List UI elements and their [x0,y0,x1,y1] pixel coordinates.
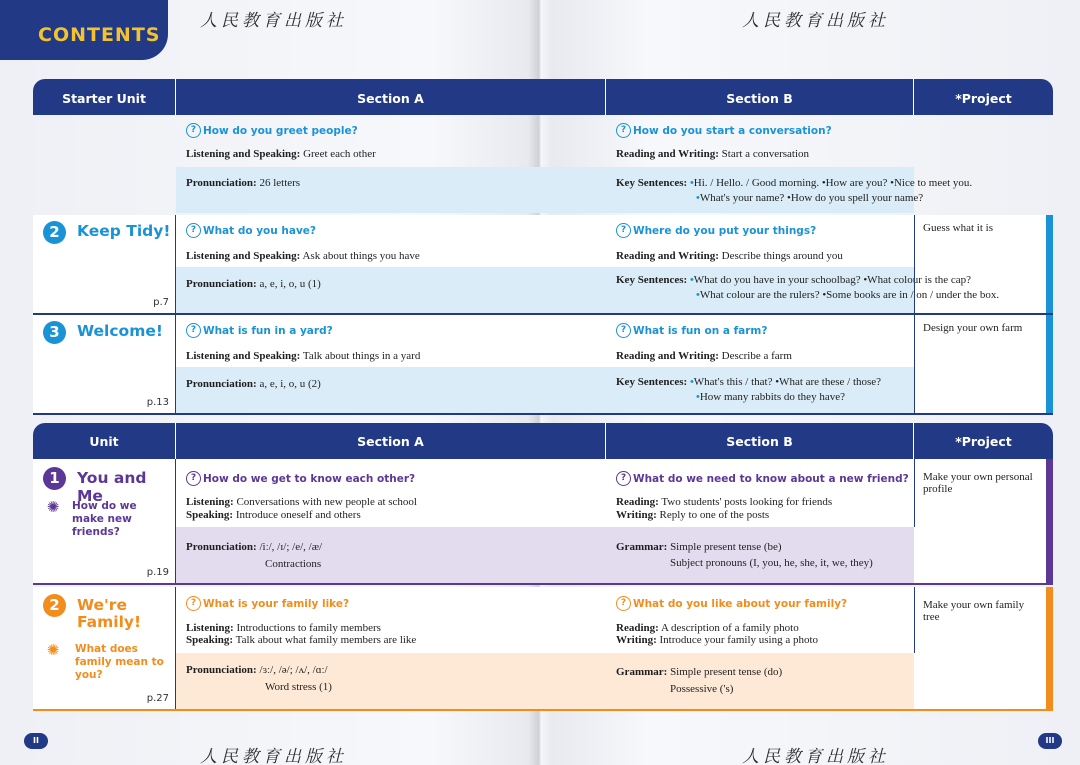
unit-title: Keep Tidy! [77,222,171,240]
page-reference: p.27 [146,693,169,704]
section-a-cell [176,587,606,709]
question-icon: ? [616,323,631,338]
section-a-question: ? How do you greet people? [186,123,358,138]
section-b-question: ? How do you start a conversation? [616,123,832,138]
section-b-cell [606,315,914,413]
section-a-question: ? What is your family like? [186,596,349,611]
pronunciation-line: Pronunciation: /iː/, /ɪ/; /e/, /æ/ [186,541,323,553]
header-section-b: Section B [606,423,914,459]
unit-title: We're Family! [77,596,142,631]
section-a-cell [176,459,606,583]
project-cell: Make your own personal profile [914,459,1046,527]
pronunciation-line: Pronunciation: a, e, i, o, u (1) [186,278,321,290]
pronunciation-line-2: Contractions [265,558,322,570]
page-reference: p.7 [153,297,169,308]
page-reference: p.13 [146,397,169,408]
starter-unit-row [33,215,1053,315]
question-icon: ? [186,471,201,486]
project-cell: Design your own farm [914,315,1046,413]
writing-line: Writing: Reply to one of the posts [616,509,770,521]
row-accent-bar [1046,315,1053,413]
section-b-question: ? What do we need to know about a new friend? [616,471,909,486]
pronunciation-line: Pronunciation: 26 letters [186,177,301,189]
listening-line: Listening: Introductions to family members [186,622,381,634]
publisher-mark-top-left: 人民教育出版社 [200,11,347,31]
section-b-skill: Reading and Writing: Describe a farm [616,350,792,362]
unit-table-header [33,423,1053,459]
pronunciation-line-2: Word stress (1) [265,681,332,693]
section-b-skill: Reading and Writing: Describe things around you [616,250,843,262]
question-icon: ? [616,471,631,486]
grammar-line-2: Subject pronouns (I, you, he, she, it, we, they) [670,557,873,569]
header-section-a: Section A [176,423,606,459]
lamp-icon: ✺ [46,641,60,659]
section-a-skill: Listening and Speaking: Greet each other [186,148,376,160]
listening-line: Listening: Conversations with new people at school [186,496,417,508]
page-reference: p.19 [146,567,169,578]
grammar-line: Grammar: Simple present tense (be) [616,541,782,553]
starter-unit-row [33,315,1053,415]
key-sentences: Key Sentences: •Hi. / Hello. / Good morning. •How are you? •Nice to meet you. •What's your name? •How do you spell your name? [616,177,973,204]
lamp-icon: ✺ [46,498,60,516]
section-b-question: ? What is fun on a farm? [616,323,767,338]
section-a-question: ? What do you have? [186,223,316,238]
section-a-cell [176,315,606,413]
unit-row [33,459,1053,585]
question-icon: ? [616,123,631,138]
unit-title: You and Me [77,469,147,505]
unit-number-badge: 2 [43,221,66,244]
section-b-question: ? What do you like about your family? [616,596,847,611]
question-icon: ? [616,596,631,611]
unit-title: Welcome! [77,322,163,340]
question-icon: ? [186,223,201,238]
big-question: How do we make new friends? [72,500,137,538]
section-a-cell [176,115,606,213]
section-b-cell [606,587,914,709]
speaking-line: Speaking: Talk about what family members are like [186,634,417,646]
header-section-b: Section B [606,79,914,115]
header-section-a: Section A [176,79,606,115]
unit-row [33,587,1053,711]
section-a-question: ? How do we get to know each other? [186,471,415,486]
big-question: What does family mean to you? [75,643,164,681]
contents-tab [0,0,168,60]
header-project: *Project [955,91,1012,106]
page-number-left: II [24,733,48,749]
pronunciation-line: Pronunciation: /ɜː/, /ə/; /ʌ/, /ɑː/ [186,664,328,676]
grammar-line-2: Possessive ('s) [670,683,734,695]
pronunciation-line: Pronunciation: a, e, i, o, u (2) [186,378,321,390]
header-project: *Project [955,433,1012,449]
section-a-skill: Listening and Speaking: Talk about things in a yard [186,350,421,362]
project-cell: Make your own family tree [914,587,1046,653]
speaking-line: Speaking: Introduce oneself and others [186,509,361,521]
publisher-mark-bottom-left: 人民教育出版社 [200,747,347,765]
question-icon: ? [616,223,631,238]
section-b-skill: Reading and Writing: Start a conversation [616,148,810,160]
header-starter-unit: Starter Unit [33,79,176,115]
section-a-skill: Listening and Speaking: Ask about things you have [186,250,420,262]
row-accent-bar [1046,587,1053,709]
reading-line: Reading: Two students' posts looking for friends [616,496,833,508]
unit-cell [33,459,176,583]
key-sentences: Key Sentences: •What do you have in your schoolbag? •What colour is the cap? •What colour are the rulers? •Some books are in / on / under the box. [616,274,1000,301]
unit-number-badge: 2 [43,594,66,617]
section-b-cell [606,115,973,213]
row-accent-bar [1046,215,1053,313]
reading-line: Reading: A description of a family photo [616,622,799,634]
page-number-right: III [1038,733,1062,749]
key-sentences: Key Sentences: •What's this / that? •What are these / those? •How many rabbits do they have? [616,376,882,403]
section-a-cell [176,215,606,313]
question-icon: ? [186,123,201,138]
row-accent-bar [1046,459,1053,583]
header-unit: Unit [33,423,176,459]
starter-table-header [33,79,1053,115]
grammar-line: Grammar: Simple present tense (do) [616,666,783,678]
section-b-question: ? Where do you put your things? [616,223,816,238]
section-a-question: ? What is fun in a yard? [186,323,333,338]
section-b-cell [606,459,914,583]
unit-cell [33,587,176,709]
publisher-mark-bottom-right: 人民教育出版社 [742,747,889,765]
unit-cell [33,215,176,313]
publisher-mark-top-right: 人民教育出版社 [742,11,889,31]
project-cell: Guess what it is [914,215,1046,313]
unit-number-badge: 1 [43,467,66,490]
question-icon: ? [186,323,201,338]
question-icon: ? [186,596,201,611]
unit-number-badge: 3 [43,321,66,344]
unit-cell [33,315,176,413]
writing-line: Writing: Introduce your family using a photo [616,634,819,646]
contents-title: CONTENTS [38,24,161,46]
